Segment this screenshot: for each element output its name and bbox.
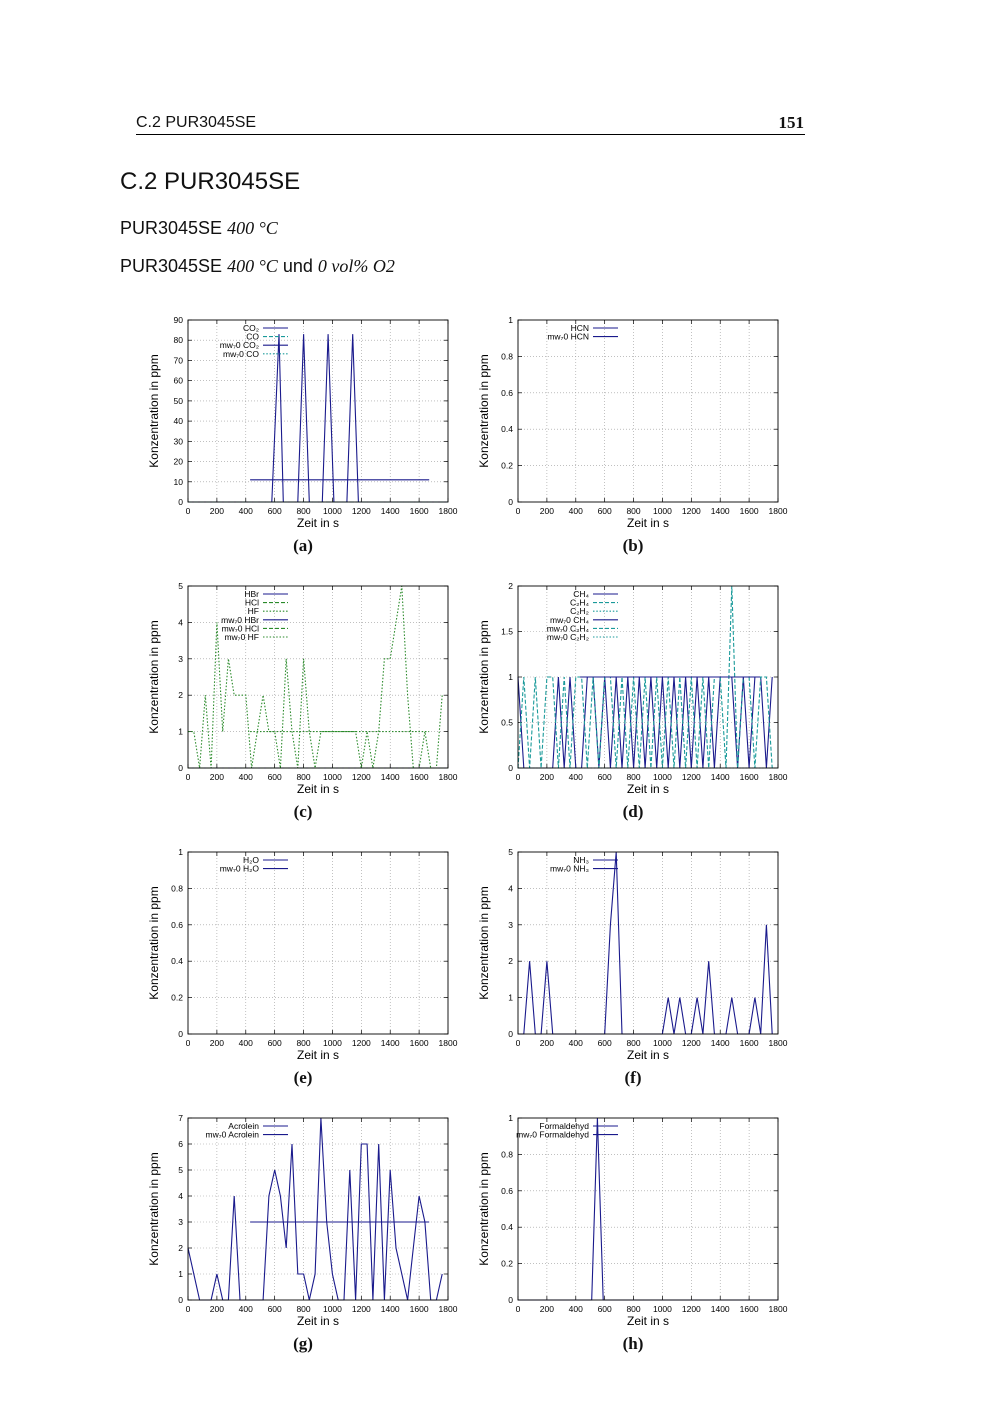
x-tick-label: 1000 bbox=[322, 772, 342, 782]
y-tick-label: 50 bbox=[173, 395, 183, 406]
legend-label: mw₇0 CO₂ bbox=[219, 340, 259, 351]
chart-svg bbox=[470, 1106, 800, 1356]
y-tick-label: 2 bbox=[178, 1243, 183, 1253]
x-tick-label: 600 bbox=[267, 1038, 282, 1048]
x-tick-label: 1400 bbox=[380, 772, 400, 782]
series-line bbox=[188, 586, 442, 768]
y-axis-label: Konzentration in ppm bbox=[147, 886, 161, 1000]
chart-svg bbox=[470, 574, 800, 824]
y-tick-label: 90 bbox=[173, 315, 183, 325]
x-tick-label: 1400 bbox=[710, 1304, 730, 1314]
x-tick-label: 400 bbox=[568, 1304, 583, 1314]
y-tick-label: 3 bbox=[178, 653, 183, 664]
x-tick-label: 1200 bbox=[681, 772, 701, 782]
y-tick-label: 4 bbox=[178, 1191, 183, 1201]
x-tick-label: 1800 bbox=[768, 1304, 788, 1314]
x-axis-label: Zeit in s bbox=[296, 1314, 340, 1328]
subheading-material: PUR3045SE bbox=[120, 218, 223, 238]
y-tick-label: 20 bbox=[173, 456, 183, 467]
x-tick-label: 1000 bbox=[322, 1038, 342, 1048]
x-tick-label: 0 bbox=[515, 1304, 521, 1314]
subheading2-temperature-math: 400 °C bbox=[227, 256, 278, 276]
y-tick-label: 4 bbox=[178, 617, 183, 628]
chart-svg bbox=[140, 1106, 470, 1356]
y-tick-label: 3 bbox=[508, 919, 513, 930]
y-tick-label: 5 bbox=[508, 847, 513, 857]
x-tick-label: 600 bbox=[597, 1304, 612, 1314]
x-tick-label: 1000 bbox=[652, 772, 672, 782]
x-tick-label: 800 bbox=[626, 1304, 641, 1314]
x-tick-label: 200 bbox=[539, 506, 554, 516]
x-tick-label: 1400 bbox=[710, 1038, 730, 1048]
x-axis-label: Zeit in s bbox=[626, 1314, 670, 1328]
y-tick-label: 0.4 bbox=[501, 424, 513, 435]
legend-label: Formaldehyd bbox=[539, 1121, 589, 1131]
x-tick-label: 200 bbox=[539, 1038, 554, 1048]
x-axis-label: Zeit in s bbox=[296, 782, 340, 796]
y-tick-label: 0.8 bbox=[501, 351, 513, 362]
legend-label: HBr bbox=[244, 589, 259, 599]
legend-label: HF bbox=[247, 606, 259, 617]
legend-label: CO bbox=[246, 331, 259, 342]
x-tick-label: 400 bbox=[568, 506, 583, 516]
x-tick-label: 1200 bbox=[681, 1038, 701, 1048]
plot-e bbox=[140, 840, 470, 1090]
x-tick-label: 200 bbox=[539, 772, 554, 782]
subheading2-material: PUR3045SE bbox=[120, 256, 223, 276]
x-tick-label: 400 bbox=[238, 1304, 253, 1314]
legend-label: mw₇0 HBr bbox=[221, 614, 259, 625]
x-tick-label: 1600 bbox=[409, 1038, 429, 1048]
subheading2-und: und bbox=[282, 256, 313, 276]
x-tick-label: 1000 bbox=[322, 506, 342, 516]
subheading2-oxygen-math: 0 vol% O2 bbox=[317, 256, 395, 276]
y-tick-label: 0.8 bbox=[171, 883, 183, 894]
legend-label: CO₂ bbox=[242, 323, 259, 333]
plot-b bbox=[470, 308, 800, 558]
x-tick-label: 1200 bbox=[351, 1038, 371, 1048]
series-line bbox=[518, 1118, 778, 1300]
x-tick-label: 200 bbox=[209, 1038, 224, 1048]
x-tick-label: 200 bbox=[209, 1304, 224, 1314]
x-tick-label: 1200 bbox=[681, 506, 701, 516]
x-tick-label: 800 bbox=[296, 506, 311, 516]
y-tick-label: 5 bbox=[178, 1165, 183, 1175]
y-tick-label: 1.5 bbox=[501, 626, 513, 637]
x-tick-label: 1000 bbox=[652, 1038, 672, 1048]
x-tick-label: 1600 bbox=[409, 1304, 429, 1314]
legend-label: C₂H₄ bbox=[569, 597, 589, 608]
legend-label: mw₇0 NH₃ bbox=[550, 863, 589, 874]
x-tick-label: 1400 bbox=[380, 1304, 400, 1314]
x-tick-label: 0 bbox=[185, 1038, 191, 1048]
series-line bbox=[188, 1118, 442, 1300]
legend-label: mw₇0 HCN bbox=[547, 331, 589, 342]
y-tick-label: 0.8 bbox=[501, 1149, 513, 1160]
plot-f bbox=[470, 840, 800, 1090]
y-tick-label: 2 bbox=[508, 956, 513, 967]
x-tick-label: 600 bbox=[267, 1304, 282, 1314]
y-tick-label: 0.6 bbox=[501, 387, 513, 398]
plot-c bbox=[140, 574, 470, 824]
y-tick-label: 1 bbox=[178, 1269, 183, 1279]
x-tick-label: 1400 bbox=[380, 506, 400, 516]
legend-label: mw₇0 C₂H₄ bbox=[546, 623, 589, 634]
x-tick-label: 1400 bbox=[380, 1038, 400, 1048]
y-tick-label: 2 bbox=[508, 581, 513, 591]
plot-a bbox=[140, 308, 470, 558]
y-tick-label: 1 bbox=[178, 726, 183, 737]
y-axis-label: Konzentration in ppm bbox=[477, 886, 491, 1000]
legend-label: mw₇0 H₂O bbox=[219, 863, 259, 874]
page-number: 151 bbox=[778, 113, 804, 132]
x-axis-label: Zeit in s bbox=[626, 782, 670, 796]
legend-label: NH₃ bbox=[573, 855, 589, 865]
y-tick-label: 1 bbox=[508, 672, 513, 682]
legend-label: mw₇0 C₂H₂ bbox=[546, 632, 589, 642]
subheading-temperature bbox=[120, 218, 278, 239]
y-tick-label: 1 bbox=[508, 315, 513, 325]
x-tick-label: 0 bbox=[515, 1038, 521, 1048]
x-tick-label: 1800 bbox=[438, 772, 458, 782]
plot-frame bbox=[518, 852, 778, 1034]
chart-svg bbox=[140, 840, 470, 1090]
x-tick-label: 600 bbox=[267, 772, 282, 782]
y-tick-label: 0 bbox=[178, 1295, 183, 1305]
y-tick-label: 1 bbox=[178, 847, 183, 857]
y-tick-label: 1 bbox=[508, 1113, 513, 1123]
chart-svg bbox=[140, 574, 470, 824]
x-tick-label: 800 bbox=[296, 772, 311, 782]
x-tick-label: 600 bbox=[267, 506, 282, 516]
plot-g bbox=[140, 1106, 470, 1356]
subheading-temperature-math: 400 °C bbox=[227, 218, 278, 238]
caption-c: (c) bbox=[293, 802, 313, 821]
x-tick-label: 1600 bbox=[739, 1304, 759, 1314]
chart-svg bbox=[470, 308, 800, 558]
y-tick-label: 0 bbox=[508, 763, 513, 773]
plot-frame bbox=[518, 1118, 778, 1300]
x-tick-label: 1800 bbox=[768, 1038, 788, 1048]
y-tick-label: 0.2 bbox=[501, 460, 513, 471]
legend-label: H₂O bbox=[242, 855, 259, 865]
y-tick-label: 0 bbox=[178, 497, 183, 507]
x-tick-label: 400 bbox=[238, 506, 253, 516]
x-tick-label: 0 bbox=[515, 506, 521, 516]
y-axis-label: Konzentration in ppm bbox=[477, 354, 491, 468]
x-tick-label: 200 bbox=[209, 772, 224, 782]
chart-svg bbox=[140, 308, 470, 558]
legend-label: HCl bbox=[244, 597, 259, 608]
x-tick-label: 1600 bbox=[739, 506, 759, 516]
legend-label: mw₇0 HF bbox=[224, 632, 259, 642]
x-tick-label: 400 bbox=[238, 772, 253, 782]
x-tick-label: 800 bbox=[626, 1038, 641, 1048]
y-tick-label: 0.6 bbox=[501, 1185, 513, 1196]
caption-f: (f) bbox=[624, 1068, 642, 1087]
y-axis-label: Konzentration in ppm bbox=[147, 354, 161, 468]
legend-label: mw₇0 CO bbox=[223, 348, 259, 359]
plot-h bbox=[470, 1106, 800, 1356]
plot-frame bbox=[518, 320, 778, 502]
legend-label: CH₄ bbox=[573, 589, 589, 599]
y-tick-label: 60 bbox=[173, 375, 183, 386]
x-tick-label: 800 bbox=[626, 772, 641, 782]
y-tick-label: 1 bbox=[508, 992, 513, 1003]
x-tick-label: 600 bbox=[597, 1038, 612, 1048]
y-tick-label: 4 bbox=[508, 883, 513, 894]
y-axis-label: Konzentration in ppm bbox=[147, 1152, 161, 1266]
x-tick-label: 0 bbox=[185, 506, 191, 516]
chart-svg bbox=[470, 840, 800, 1090]
x-tick-label: 800 bbox=[296, 1304, 311, 1314]
caption-a: (a) bbox=[293, 536, 313, 555]
y-tick-label: 0.5 bbox=[501, 717, 513, 728]
x-tick-label: 0 bbox=[515, 772, 521, 782]
y-axis-label: Konzentration in ppm bbox=[147, 620, 161, 734]
y-tick-label: 80 bbox=[173, 335, 183, 346]
x-tick-label: 600 bbox=[597, 772, 612, 782]
y-tick-label: 0.6 bbox=[171, 919, 183, 930]
legend-label: mw₇0 HCl bbox=[221, 623, 259, 634]
x-tick-label: 1200 bbox=[351, 1304, 371, 1314]
x-axis-label: Zeit in s bbox=[296, 516, 340, 530]
x-tick-label: 400 bbox=[568, 772, 583, 782]
x-tick-label: 1800 bbox=[438, 1038, 458, 1048]
legend-label: mw₇0 CH₄ bbox=[550, 614, 589, 625]
x-tick-label: 1200 bbox=[351, 772, 371, 782]
section-title: C.2 PUR3045SE bbox=[120, 168, 301, 195]
x-tick-label: 400 bbox=[238, 1038, 253, 1048]
y-tick-label: 10 bbox=[173, 476, 183, 487]
series-line bbox=[518, 852, 772, 1034]
x-tick-label: 1600 bbox=[739, 1038, 759, 1048]
x-tick-label: 1400 bbox=[710, 506, 730, 516]
y-tick-label: 0.2 bbox=[171, 992, 183, 1003]
x-axis-label: Zeit in s bbox=[626, 516, 670, 530]
x-tick-label: 1400 bbox=[710, 772, 730, 782]
y-tick-label: 0.4 bbox=[501, 1222, 513, 1233]
y-tick-label: 0 bbox=[178, 763, 183, 773]
legend-label: mw₇0 Acrolein bbox=[205, 1129, 259, 1140]
x-tick-label: 1800 bbox=[438, 506, 458, 516]
y-tick-label: 5 bbox=[178, 581, 183, 591]
y-tick-label: 0.4 bbox=[171, 956, 183, 967]
y-axis-label: Konzentration in ppm bbox=[477, 620, 491, 734]
plot-frame bbox=[188, 852, 448, 1034]
x-tick-label: 800 bbox=[296, 1038, 311, 1048]
y-tick-label: 30 bbox=[173, 436, 183, 447]
legend-label: Acrolein bbox=[228, 1121, 259, 1131]
y-tick-label: 0 bbox=[508, 497, 513, 507]
series-line bbox=[188, 331, 448, 502]
x-axis-label: Zeit in s bbox=[626, 1048, 670, 1062]
caption-b: (b) bbox=[622, 536, 644, 555]
x-tick-label: 1600 bbox=[409, 772, 429, 782]
x-tick-label: 200 bbox=[209, 506, 224, 516]
plot-d bbox=[470, 574, 800, 824]
x-tick-label: 1600 bbox=[409, 506, 429, 516]
y-tick-label: 0 bbox=[178, 1029, 183, 1039]
x-tick-label: 0 bbox=[185, 772, 191, 782]
caption-e: (e) bbox=[293, 1068, 313, 1087]
caption-h: (h) bbox=[622, 1334, 644, 1353]
x-axis-label: Zeit in s bbox=[296, 1048, 340, 1062]
legend-label: HCN bbox=[570, 323, 589, 333]
header-rule bbox=[136, 134, 805, 135]
legend-label: C₂H₂ bbox=[570, 606, 589, 617]
y-tick-label: 3 bbox=[178, 1217, 183, 1227]
y-tick-label: 0 bbox=[508, 1295, 513, 1305]
x-tick-label: 1800 bbox=[768, 772, 788, 782]
x-tick-label: 1800 bbox=[768, 506, 788, 516]
y-tick-label: 40 bbox=[173, 416, 183, 427]
x-tick-label: 1800 bbox=[438, 1304, 458, 1314]
legend-label: mw₇0 Formaldehyd bbox=[516, 1129, 589, 1140]
y-axis-label: Konzentration in ppm bbox=[477, 1152, 491, 1266]
y-tick-label: 6 bbox=[178, 1139, 183, 1149]
y-tick-label: 2 bbox=[178, 690, 183, 701]
x-tick-label: 1000 bbox=[652, 506, 672, 516]
subheading-oxygen bbox=[120, 256, 395, 277]
caption-d: (d) bbox=[622, 802, 644, 821]
y-tick-label: 0 bbox=[508, 1029, 513, 1039]
x-tick-label: 1000 bbox=[322, 1304, 342, 1314]
running-header-section: C.2 PUR3045SE bbox=[136, 114, 257, 131]
x-tick-label: 400 bbox=[568, 1038, 583, 1048]
x-tick-label: 0 bbox=[185, 1304, 191, 1314]
x-tick-label: 1200 bbox=[351, 506, 371, 516]
caption-g: (g) bbox=[293, 1334, 313, 1353]
x-tick-label: 1000 bbox=[652, 1304, 672, 1314]
x-tick-label: 1600 bbox=[739, 772, 759, 782]
x-tick-label: 1200 bbox=[681, 1304, 701, 1314]
x-tick-label: 200 bbox=[539, 1304, 554, 1314]
x-tick-label: 600 bbox=[597, 506, 612, 516]
y-tick-label: 70 bbox=[173, 355, 183, 366]
x-tick-label: 800 bbox=[626, 506, 641, 516]
y-tick-label: 0.2 bbox=[501, 1258, 513, 1269]
y-tick-label: 7 bbox=[178, 1113, 183, 1123]
